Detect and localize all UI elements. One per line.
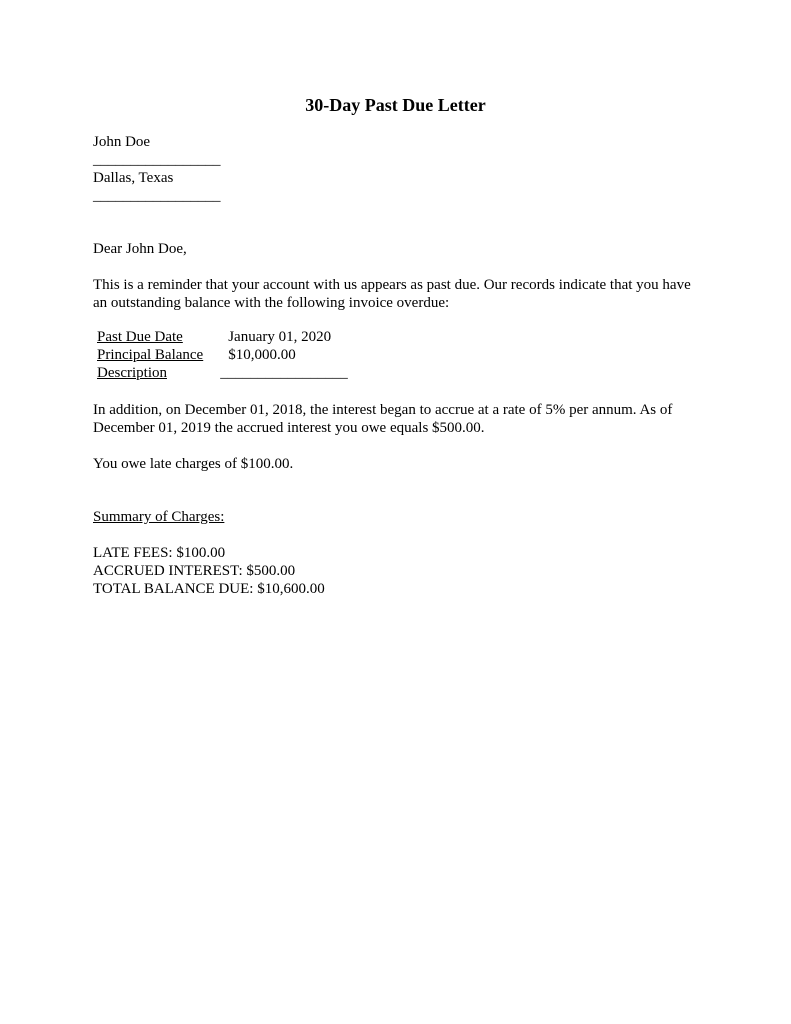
invoice-value-principal-balance: $10,000.00 bbox=[228, 347, 296, 363]
invoice-label-principal-balance: Principal Balance bbox=[97, 347, 204, 363]
table-row bbox=[94, 328, 351, 346]
invoice-label-description: Description bbox=[97, 365, 167, 381]
recipient-name: John Doe bbox=[93, 134, 151, 150]
invoice-value-past-due-date: January 01, 2020 bbox=[228, 329, 332, 345]
blank-line-1: _________________ bbox=[93, 152, 221, 168]
recipient-location: Dallas, Texas bbox=[93, 170, 174, 186]
table-row bbox=[94, 346, 351, 364]
intro-paragraph: This is a reminder that your account with us appears as past due. Our records indicate that you have an outstanding balance with the following invoice overdue: bbox=[93, 277, 691, 311]
summary-total-balance: TOTAL BALANCE DUE: $10,600.00 bbox=[93, 581, 325, 597]
table-row bbox=[94, 364, 351, 382]
summary-late-fees: LATE FEES: $100.00 bbox=[93, 545, 226, 561]
summary-accrued-interest: ACCRUED INTEREST: $500.00 bbox=[93, 563, 296, 579]
interest-paragraph: In addition, on December 01, 2018, the interest began to accrue at a rate of 5% per annum. As of December 01, 2019 the accrued interest you owe equals $500.00. bbox=[93, 402, 673, 436]
invoice-label-past-due-date: Past Due Date bbox=[97, 329, 183, 345]
invoice-table bbox=[94, 328, 351, 382]
letter-title: 30-Day Past Due Letter bbox=[305, 95, 486, 115]
invoice-value-description: _________________ bbox=[220, 365, 348, 381]
blank-line-2: _________________ bbox=[93, 188, 221, 204]
summary-heading: Summary of Charges: bbox=[93, 509, 225, 525]
late-charges-paragraph: You owe late charges of $100.00. bbox=[93, 456, 294, 472]
salutation: Dear John Doe, bbox=[93, 241, 187, 257]
